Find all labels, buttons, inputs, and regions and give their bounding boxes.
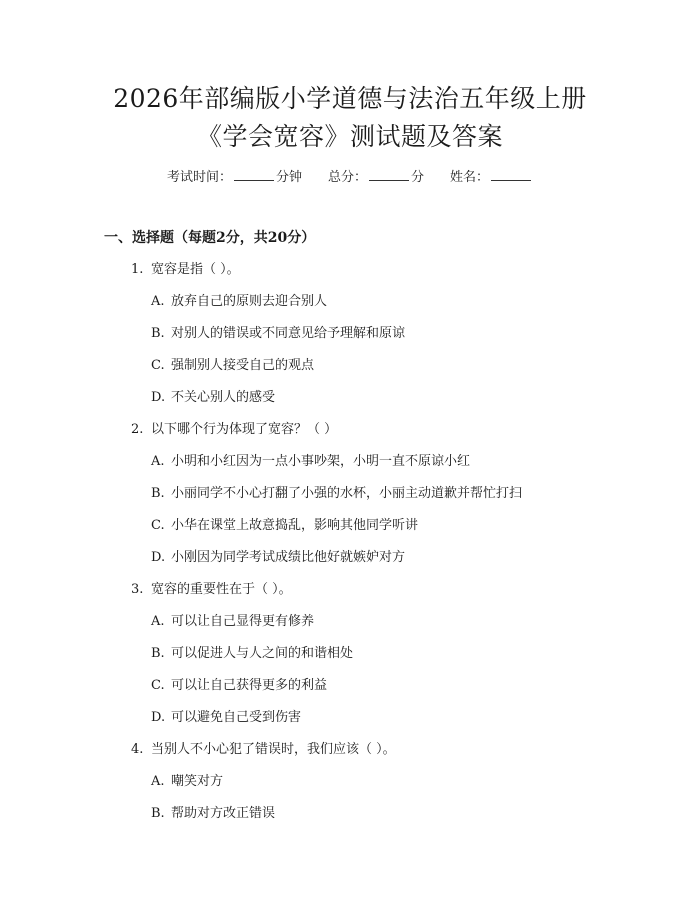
option-letter: C. (151, 518, 165, 533)
option (151, 391, 275, 404)
question-number: 1. (131, 262, 144, 277)
option-letter: A. (151, 774, 165, 789)
option-text: 可以让自己获得更多的利益 (171, 678, 328, 693)
exam-meta (0, 170, 700, 184)
option (151, 775, 223, 788)
option-text: 小明和小红因为一点小事吵架，小明一直不原谅小红 (171, 454, 471, 469)
option-text: 可以避免自己受到伤害 (171, 710, 302, 725)
option-text: 小华在课堂上故意捣乱，影响其他同学听讲 (171, 518, 419, 533)
option-text: 可以促进人与人之间的和谐相处 (171, 646, 354, 661)
question-text: 宽容的重要性在于（ ）。 (151, 582, 292, 597)
score-unit: 分 (411, 170, 425, 185)
time-unit: 分钟 (275, 170, 302, 185)
option-letter: D. (151, 710, 166, 725)
option-text: 可以让自己显得更有修养 (171, 614, 315, 629)
section-heading-choice: 一、选择题（每题2分，共20分） (104, 230, 316, 246)
score-label: 总分： (327, 170, 367, 185)
option-letter: D. (151, 390, 166, 405)
option-letter: B. (151, 646, 165, 661)
question-number: 4. (131, 742, 144, 757)
option (151, 519, 418, 532)
option-letter: C. (151, 678, 165, 693)
option-text: 小刚因为同学考试成绩比他好就嫉妒对方 (171, 550, 406, 565)
option-letter: B. (151, 486, 165, 501)
option-text: 放弃自己的原则去迎合别人 (171, 294, 328, 309)
option (151, 647, 353, 660)
question-3 (131, 583, 292, 596)
option-letter: B. (151, 326, 165, 341)
name-blank (491, 170, 531, 181)
option-letter: B. (151, 806, 165, 821)
question-number: 2. (131, 422, 144, 437)
question-text: 宽容是指（ ）。 (151, 262, 240, 277)
question-number: 3. (131, 582, 144, 597)
question-text: 当别人不小心犯了错误时，我们应该（ ）。 (151, 742, 396, 757)
option-text: 帮助对方改正错误 (171, 806, 276, 821)
question-text: 以下哪个行为体现了宽容？（ ） (151, 422, 338, 437)
option (151, 615, 314, 628)
time-label: 考试时间： (166, 170, 232, 185)
option (151, 295, 327, 308)
option (151, 455, 470, 468)
time-blank (234, 170, 274, 181)
option-text: 强制别人接受自己的观点 (171, 358, 315, 373)
score-blank (369, 170, 409, 181)
option (151, 807, 275, 820)
option-letter: A. (151, 614, 165, 629)
option (151, 487, 522, 500)
question-4 (131, 743, 396, 756)
option (151, 327, 405, 340)
option-text: 嘲笑对方 (171, 774, 224, 789)
option (151, 551, 405, 564)
question-2 (131, 423, 337, 436)
title-line-2: 《学会宽容》测试题及答案 (196, 122, 503, 151)
option-letter: D. (151, 550, 166, 565)
option-text: 小丽同学不小心打翻了小强的水杯，小丽主动道歉并帮忙打扫 (171, 486, 523, 501)
option-letter: A. (151, 294, 165, 309)
option-text: 对别人的错误或不同意见给予理解和原谅 (171, 326, 406, 341)
title-line-1: 2026年部编版小学道德与法治五年级上册 (113, 84, 587, 113)
name-label: 姓名： (450, 170, 490, 185)
option (151, 359, 314, 372)
option-letter: C. (151, 358, 165, 373)
option (151, 711, 301, 724)
question-1 (131, 263, 240, 276)
option (151, 679, 327, 692)
option-text: 不关心别人的感受 (171, 390, 276, 405)
option-letter: A. (151, 454, 165, 469)
